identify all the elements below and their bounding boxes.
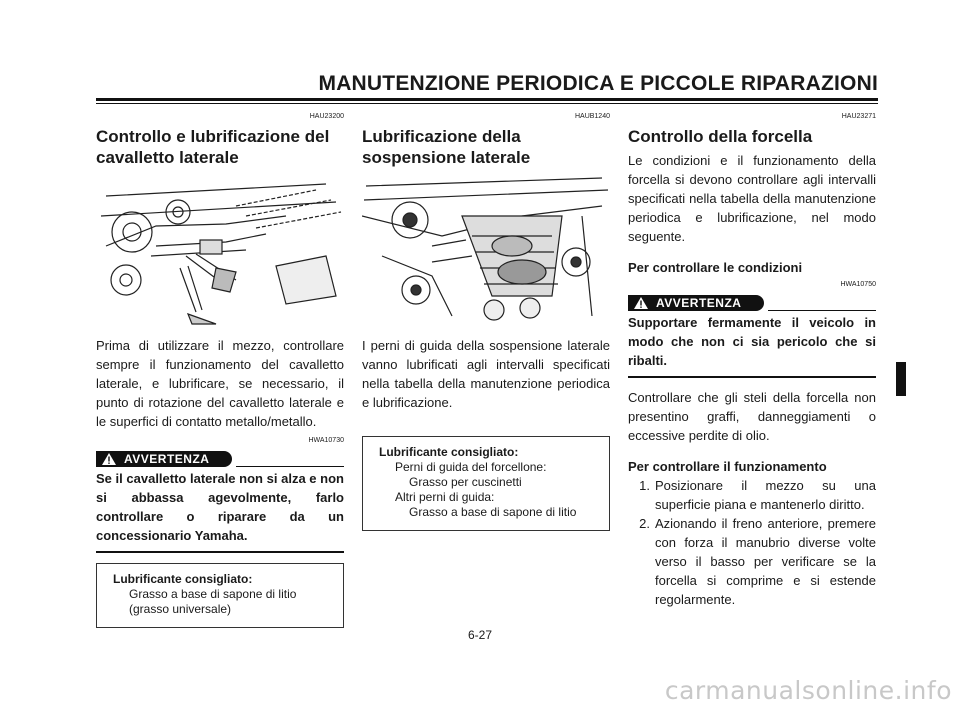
fork-intro: Le condizioni e il funzionamento della forcella si devono controllare agli intervalli specificati nella tabella della manutenzione periodica e lubrificazione, nel modo seguente. bbox=[628, 153, 876, 244]
list-item bbox=[628, 514, 876, 609]
suspension-body: I perni di guida della sospensione laterale vanno lubrificati agli intervalli specificati nella tabella della manutenzione periodica e lubrificazione. bbox=[362, 338, 610, 410]
chapter-edge-tab bbox=[896, 362, 906, 396]
page-number: 6-27 bbox=[467, 628, 493, 642]
lubricant-title: Lubrificante consigliato: bbox=[113, 572, 253, 586]
warning-label: AVVERTENZA bbox=[656, 296, 742, 310]
lubricant-line: Altri perni di guida: bbox=[395, 490, 495, 504]
fork-body: Controllare che gli steli della forcella non presentino graffi, danneggiamenti o eccessive perdite di olio. bbox=[628, 390, 876, 443]
column-suspension bbox=[362, 112, 610, 531]
header-rule-thin bbox=[96, 103, 878, 104]
section-code: HAUB1240 bbox=[574, 113, 610, 120]
lubricant-line: Grasso a base di sapone di litio bbox=[129, 587, 297, 601]
warning-label: AVVERTENZA bbox=[124, 452, 210, 466]
lubricant-line: Grasso per cuscinetti bbox=[409, 475, 522, 489]
step-text: Azionando il freno anteriore, premere con forza il manubrio diverse volte verso il basso per verificare se la forcella si comprime e si estende regolarmente. bbox=[655, 516, 876, 607]
step-number: 2. bbox=[639, 516, 650, 531]
list-item bbox=[628, 476, 876, 514]
header-rule bbox=[96, 98, 878, 101]
section-title: Lubrificazione della sospensione laterale bbox=[362, 127, 531, 167]
warning-rule bbox=[768, 310, 876, 311]
column-fork bbox=[628, 112, 876, 609]
section-title: Controllo della forcella bbox=[628, 127, 813, 146]
subheading-operation: Per controllare il funzionamento bbox=[628, 459, 827, 474]
lubricant-box bbox=[362, 436, 610, 531]
watermark: carmanualsonline.info bbox=[664, 676, 952, 705]
section-code: HAU23271 bbox=[841, 113, 876, 120]
warning-code: HWA10750 bbox=[840, 281, 876, 288]
column-sidestand bbox=[96, 112, 344, 628]
warning-text: Se il cavalletto laterale non si alza e non si abbassa agevolmente, farlo controllare o riparare da un concessionario Yamaha. bbox=[96, 469, 344, 553]
warning-badge bbox=[628, 295, 764, 311]
lubricant-title: Lubrificante consigliato: bbox=[379, 445, 519, 459]
step-text: Posizionare il mezzo su una superficie piana e mantenerlo diritto. bbox=[655, 478, 876, 512]
step-number: 1. bbox=[639, 478, 650, 493]
lubricant-box bbox=[96, 563, 344, 628]
warning-text: Supportare fermamente il veicolo in modo che non ci sia pericolo che si ribalti. bbox=[628, 313, 876, 378]
warning-triangle-icon bbox=[634, 297, 648, 309]
lubricant-line: Perni di guida del forcellone: bbox=[395, 460, 547, 474]
warning-header bbox=[628, 283, 876, 309]
page-header-title: MANUTENZIONE PERIODICA E PICCOLE RIPARAZIONI bbox=[318, 72, 878, 95]
procedure-steps bbox=[628, 476, 876, 609]
warning-code: HWA10730 bbox=[308, 437, 344, 444]
lubricant-line: (grasso universale) bbox=[129, 602, 232, 616]
subheading-conditions: Per controllare le condizioni bbox=[628, 260, 803, 275]
section-title: Controllo e lubrificazione del cavalletto laterale bbox=[96, 127, 330, 167]
suspension-illustration bbox=[362, 176, 610, 328]
lubricant-line: Grasso a base di sapone di litio bbox=[409, 505, 577, 519]
section-code: HAU23200 bbox=[309, 113, 344, 120]
warning-header bbox=[96, 439, 344, 465]
sidestand-illustration bbox=[96, 176, 344, 328]
sidestand-body: Prima di utilizzare il mezzo, controllare sempre il funzionamento del cavalletto laterale, e lubrificare, se necessario, il punto di rotazione del cavalletto laterale e le superfici di contatto metallo/metallo. bbox=[96, 338, 344, 429]
warning-rule bbox=[236, 466, 344, 467]
warning-triangle-icon bbox=[102, 453, 116, 465]
warning-badge bbox=[96, 451, 232, 467]
